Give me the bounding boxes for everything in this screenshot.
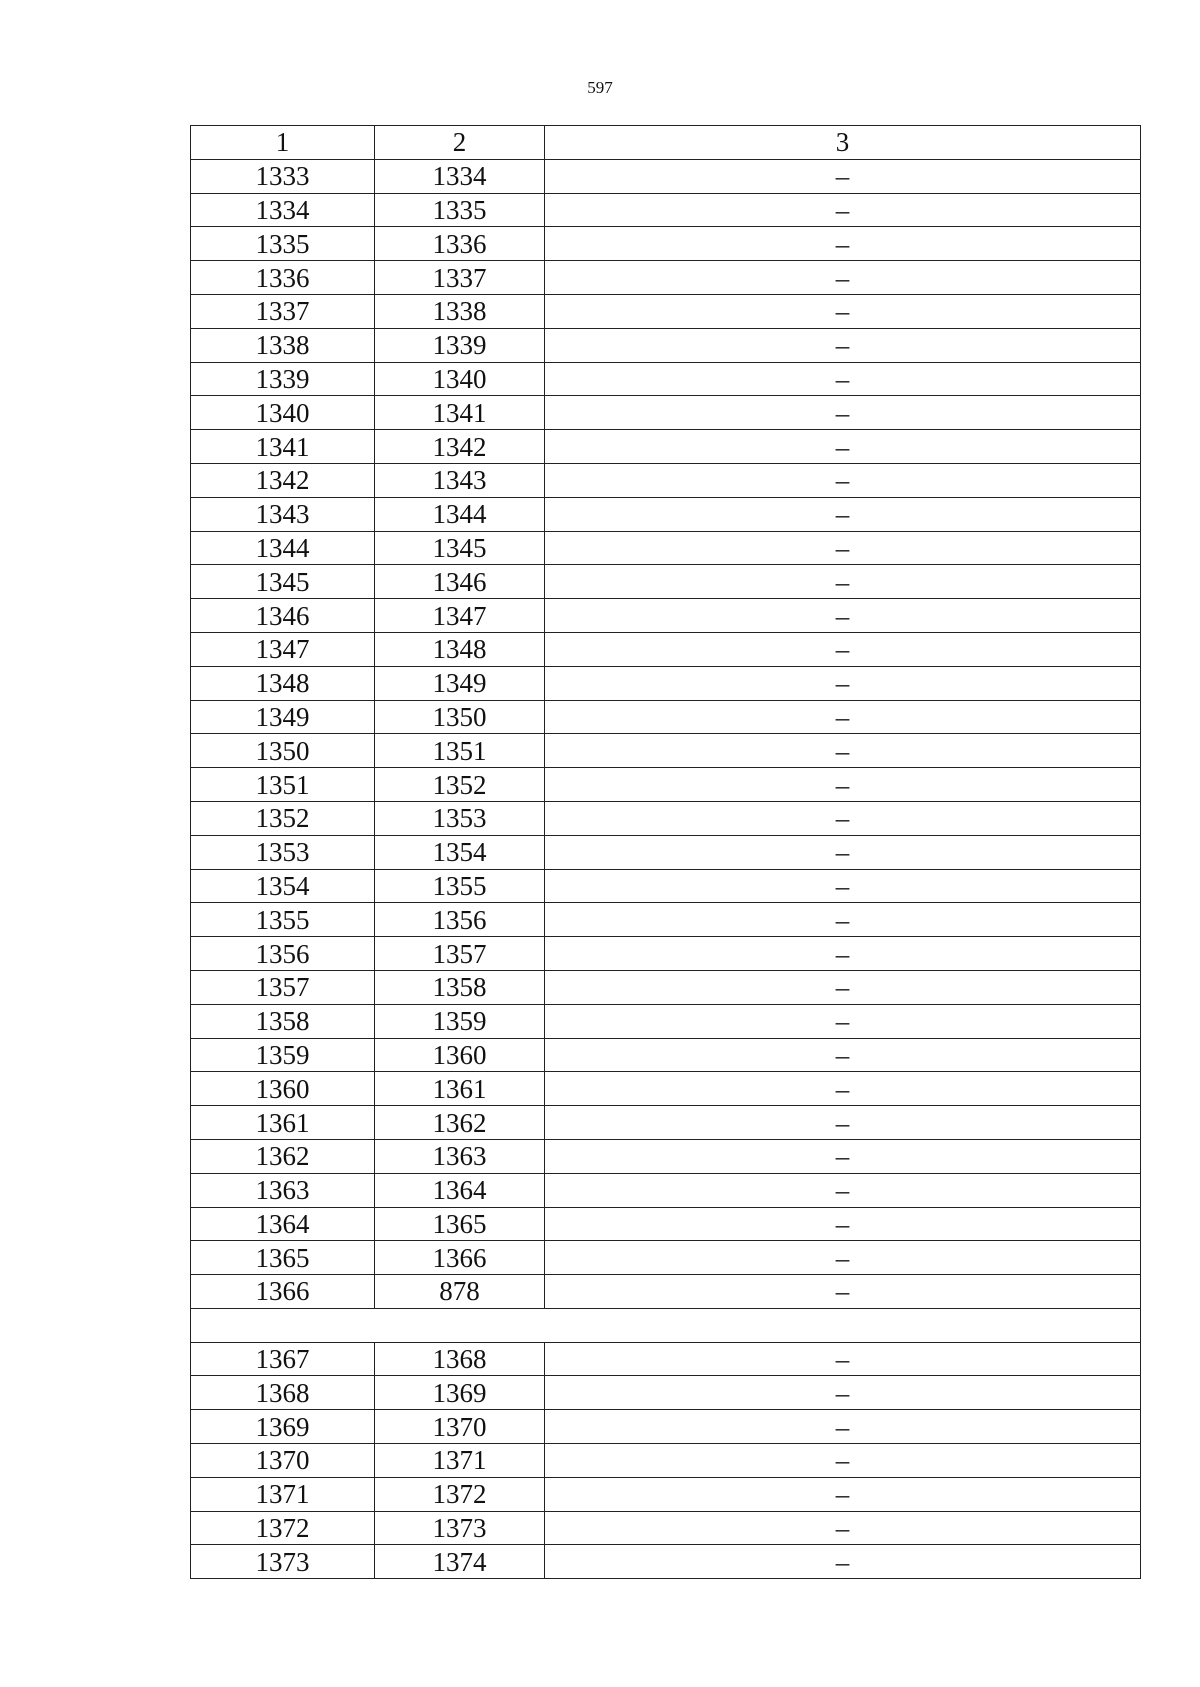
table-row xyxy=(191,531,1141,565)
table-row xyxy=(191,261,1141,295)
table-row xyxy=(191,700,1141,734)
table-cell-col3: – xyxy=(545,328,1141,362)
table-cell-col1: 1344 xyxy=(191,531,375,565)
table-row xyxy=(191,430,1141,464)
table-cell-col2: 1345 xyxy=(375,531,545,565)
table-cell-col2: 1358 xyxy=(375,970,545,1004)
table-cell-col1: 1343 xyxy=(191,497,375,531)
table-row xyxy=(191,768,1141,802)
table-cell-col3: – xyxy=(545,801,1141,835)
table-cell-col3: – xyxy=(545,1072,1141,1106)
table-cell-col3: – xyxy=(545,599,1141,633)
table-cell-col2: 1334 xyxy=(375,159,545,193)
table-cell-col3: – xyxy=(545,362,1141,396)
table-row xyxy=(191,937,1141,971)
table-cell-col3: – xyxy=(545,1444,1141,1478)
table-cell-col3: – xyxy=(545,463,1141,497)
header-cell: 2 xyxy=(375,126,545,160)
table-cell-col2: 1364 xyxy=(375,1173,545,1207)
header-cell: 3 xyxy=(545,126,1141,160)
table-cell-col3: – xyxy=(545,937,1141,971)
table-cell-col2: 1362 xyxy=(375,1106,545,1140)
table-cell-col1: 1371 xyxy=(191,1477,375,1511)
table-cell-col2: 1370 xyxy=(375,1410,545,1444)
table-row xyxy=(191,970,1141,1004)
table-cell-col2: 878 xyxy=(375,1275,545,1309)
table-cell-col3: – xyxy=(545,531,1141,565)
table-row xyxy=(191,1207,1141,1241)
table-row xyxy=(191,159,1141,193)
table-cell-col3: – xyxy=(545,903,1141,937)
table-cell-col1: 1358 xyxy=(191,1004,375,1038)
table-cell-col2: 1352 xyxy=(375,768,545,802)
table-cell-col2: 1346 xyxy=(375,565,545,599)
table-cell-col1: 1338 xyxy=(191,328,375,362)
header-row xyxy=(191,126,1141,160)
table-cell-col3: – xyxy=(545,1106,1141,1140)
table-cell-col3: – xyxy=(545,666,1141,700)
table-cell-col2: 1354 xyxy=(375,835,545,869)
table-row xyxy=(191,869,1141,903)
table-row xyxy=(191,1139,1141,1173)
table-cell-col3: – xyxy=(545,1376,1141,1410)
table-cell-col2: 1359 xyxy=(375,1004,545,1038)
table-cell-col1: 1355 xyxy=(191,903,375,937)
table-cell-col3: – xyxy=(545,1004,1141,1038)
table-cell-col3: – xyxy=(545,734,1141,768)
table-cell-col2: 1357 xyxy=(375,937,545,971)
table-cell-col1: 1345 xyxy=(191,565,375,599)
table-cell-col2: 1350 xyxy=(375,700,545,734)
table-cell-col2: 1343 xyxy=(375,463,545,497)
table-row xyxy=(191,903,1141,937)
table-row xyxy=(191,1444,1141,1478)
table-cell-col1: 1335 xyxy=(191,227,375,261)
table-cell-col1: 1369 xyxy=(191,1410,375,1444)
table-cell-col1: 1353 xyxy=(191,835,375,869)
table-cell-col2: 1369 xyxy=(375,1376,545,1410)
table-row xyxy=(191,1511,1141,1545)
table-row xyxy=(191,362,1141,396)
table-row xyxy=(191,396,1141,430)
table-cell-col3: – xyxy=(545,700,1141,734)
table-row xyxy=(191,565,1141,599)
table-cell-col3: – xyxy=(545,1139,1141,1173)
table-cell-col2: 1355 xyxy=(375,869,545,903)
table-cell-col1: 1341 xyxy=(191,430,375,464)
table-row xyxy=(191,463,1141,497)
table-cell-col2: 1338 xyxy=(375,294,545,328)
table-row xyxy=(191,1545,1141,1579)
table-cell-col3: – xyxy=(545,430,1141,464)
table-cell-col3: – xyxy=(545,193,1141,227)
table-cell-col3: – xyxy=(545,1038,1141,1072)
table-cell-col3: – xyxy=(545,1207,1141,1241)
table-row xyxy=(191,227,1141,261)
table-cell-col2: 1353 xyxy=(375,801,545,835)
table-body-part1 xyxy=(191,159,1141,1308)
table-cell-col1: 1363 xyxy=(191,1173,375,1207)
table-cell-col3: – xyxy=(545,294,1141,328)
table-cell-col1: 1359 xyxy=(191,1038,375,1072)
table-row xyxy=(191,328,1141,362)
table-cell-col3: – xyxy=(545,869,1141,903)
table-row xyxy=(191,294,1141,328)
table-row xyxy=(191,1106,1141,1140)
table-cell-col3: – xyxy=(545,1342,1141,1376)
table-row xyxy=(191,632,1141,666)
table-cell-col1: 1342 xyxy=(191,463,375,497)
table-cell-col2: 1337 xyxy=(375,261,545,295)
table-cell-col2: 1348 xyxy=(375,632,545,666)
table-cell-col2: 1344 xyxy=(375,497,545,531)
table-body-part2 xyxy=(191,1342,1141,1579)
table-cell-col1: 1366 xyxy=(191,1275,375,1309)
table-row xyxy=(191,666,1141,700)
data-table xyxy=(190,125,1141,1579)
table-cell-col1: 1364 xyxy=(191,1207,375,1241)
table-cell-col3: – xyxy=(545,1173,1141,1207)
gap-cell xyxy=(191,1308,1141,1342)
table-cell-col1: 1336 xyxy=(191,261,375,295)
table-cell-col1: 1340 xyxy=(191,396,375,430)
table-cell-col2: 1360 xyxy=(375,1038,545,1072)
table-row xyxy=(191,1241,1141,1275)
table-gap xyxy=(191,1308,1141,1342)
table-cell-col2: 1336 xyxy=(375,227,545,261)
table-cell-col3: – xyxy=(545,396,1141,430)
table-row xyxy=(191,734,1141,768)
table-cell-col3: – xyxy=(545,565,1141,599)
table-row xyxy=(191,1173,1141,1207)
table-row xyxy=(191,1004,1141,1038)
table-cell-col3: – xyxy=(545,970,1141,1004)
gap-row xyxy=(191,1308,1141,1342)
table-cell-col3: – xyxy=(545,261,1141,295)
table-cell-col1: 1354 xyxy=(191,869,375,903)
table-cell-col2: 1368 xyxy=(375,1342,545,1376)
table-cell-col2: 1372 xyxy=(375,1477,545,1511)
table-row xyxy=(191,1410,1141,1444)
table-cell-col2: 1356 xyxy=(375,903,545,937)
table-cell-col1: 1349 xyxy=(191,700,375,734)
table-cell-col3: – xyxy=(545,159,1141,193)
table-row xyxy=(191,599,1141,633)
table-cell-col2: 1349 xyxy=(375,666,545,700)
table-cell-col3: – xyxy=(545,768,1141,802)
table-cell-col1: 1370 xyxy=(191,1444,375,1478)
table-cell-col1: 1346 xyxy=(191,599,375,633)
table-cell-col1: 1350 xyxy=(191,734,375,768)
table-cell-col2: 1373 xyxy=(375,1511,545,1545)
table-cell-col1: 1352 xyxy=(191,801,375,835)
table-cell-col1: 1361 xyxy=(191,1106,375,1140)
table-cell-col1: 1365 xyxy=(191,1241,375,1275)
table-cell-col2: 1361 xyxy=(375,1072,545,1106)
table-row xyxy=(191,1376,1141,1410)
table-row xyxy=(191,497,1141,531)
table-cell-col1: 1368 xyxy=(191,1376,375,1410)
table-cell-col2: 1374 xyxy=(375,1545,545,1579)
table-cell-col3: – xyxy=(545,1410,1141,1444)
table-cell-col1: 1351 xyxy=(191,768,375,802)
table-cell-col3: – xyxy=(545,632,1141,666)
table-cell-col1: 1360 xyxy=(191,1072,375,1106)
table-cell-col3: – xyxy=(545,1241,1141,1275)
table-cell-col1: 1356 xyxy=(191,937,375,971)
header-cell: 1 xyxy=(191,126,375,160)
table-cell-col2: 1371 xyxy=(375,1444,545,1478)
table-row xyxy=(191,1275,1141,1309)
page-number: 597 xyxy=(587,78,613,97)
table-cell-col2: 1335 xyxy=(375,193,545,227)
table-cell-col3: – xyxy=(545,1275,1141,1309)
table-cell-col2: 1365 xyxy=(375,1207,545,1241)
table-cell-col2: 1366 xyxy=(375,1241,545,1275)
table-cell-col2: 1342 xyxy=(375,430,545,464)
table-row xyxy=(191,1038,1141,1072)
table-cell-col1: 1348 xyxy=(191,666,375,700)
table-row xyxy=(191,1072,1141,1106)
table-row xyxy=(191,801,1141,835)
table-cell-col3: – xyxy=(545,1477,1141,1511)
table-cell-col1: 1337 xyxy=(191,294,375,328)
table-cell-col1: 1347 xyxy=(191,632,375,666)
table-row xyxy=(191,1342,1141,1376)
table-row xyxy=(191,835,1141,869)
table-cell-col2: 1351 xyxy=(375,734,545,768)
table-cell-col2: 1363 xyxy=(375,1139,545,1173)
table-cell-col3: – xyxy=(545,1511,1141,1545)
table-cell-col1: 1373 xyxy=(191,1545,375,1579)
table-row xyxy=(191,1477,1141,1511)
table-cell-col1: 1334 xyxy=(191,193,375,227)
table-cell-col1: 1367 xyxy=(191,1342,375,1376)
table-cell-col1: 1357 xyxy=(191,970,375,1004)
table-cell-col1: 1362 xyxy=(191,1139,375,1173)
table-cell-col2: 1340 xyxy=(375,362,545,396)
table-cell-col3: – xyxy=(545,227,1141,261)
table-cell-col1: 1372 xyxy=(191,1511,375,1545)
table-cell-col1: 1339 xyxy=(191,362,375,396)
table-cell-col2: 1339 xyxy=(375,328,545,362)
table-row xyxy=(191,193,1141,227)
table-cell-col3: – xyxy=(545,835,1141,869)
table-cell-col3: – xyxy=(545,497,1141,531)
table-cell-col2: 1347 xyxy=(375,599,545,633)
table-cell-col3: – xyxy=(545,1545,1141,1579)
table-cell-col2: 1341 xyxy=(375,396,545,430)
table-cell-col1: 1333 xyxy=(191,159,375,193)
